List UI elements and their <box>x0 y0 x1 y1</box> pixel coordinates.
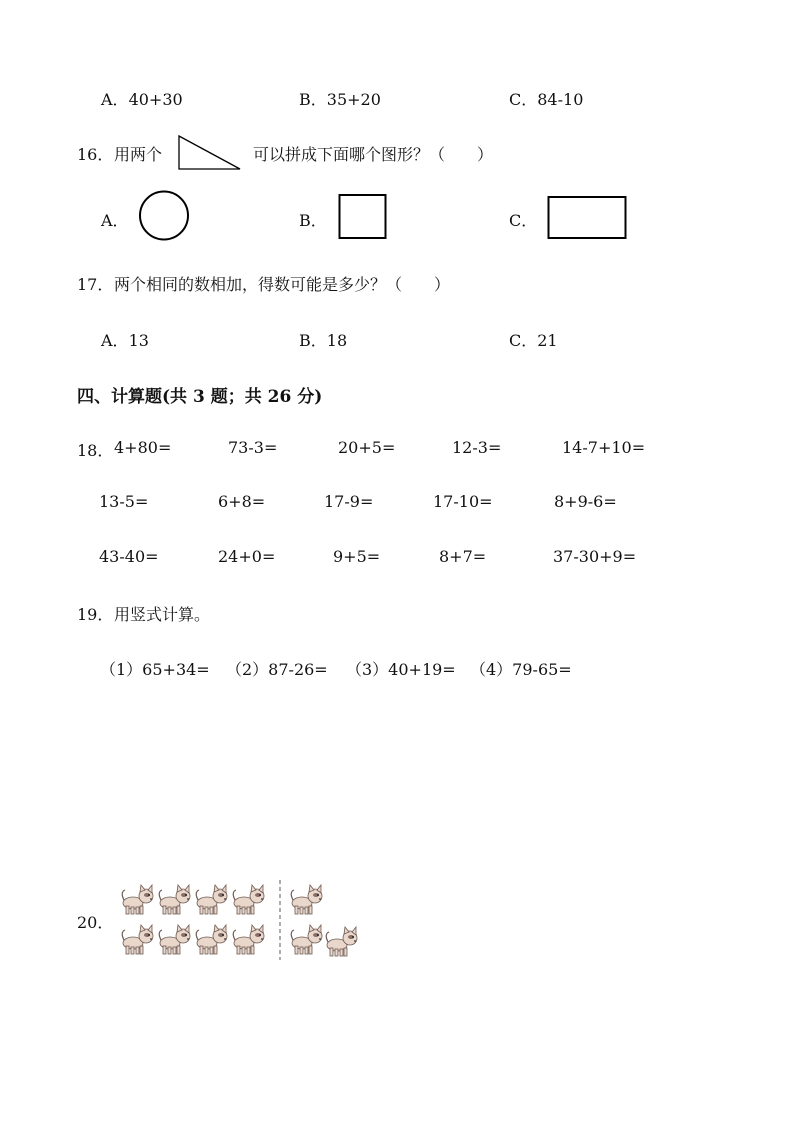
vertical-calc-item: （4）79-65= <box>470 660 572 679</box>
square-icon <box>338 194 388 240</box>
cat-icon <box>122 885 153 914</box>
cat-icon <box>159 885 190 914</box>
option-letter: A． <box>101 331 129 350</box>
q15-option-b <box>299 87 381 110</box>
option-letter: A． <box>101 90 129 109</box>
calc-item: 37-30+9= <box>553 547 637 566</box>
calc-item: 8+9-6= <box>554 492 617 511</box>
cat-icon <box>196 885 227 914</box>
calc-item: 13-5= <box>99 492 149 511</box>
q16-prefix: 用两个 <box>114 145 163 164</box>
option-text: 18 <box>326 331 348 350</box>
calc-item: 17-10= <box>433 492 493 511</box>
circle-icon <box>138 190 192 242</box>
q19-number: 19． <box>77 605 114 624</box>
q16-option-c-letter: C． <box>509 211 538 230</box>
cat-icon <box>196 925 227 954</box>
option-letter: C． <box>509 90 538 109</box>
vertical-calc-item: （2）87-26= <box>226 660 328 679</box>
calc-item: 43-40= <box>99 547 159 566</box>
q16-option-b-letter: B． <box>299 211 327 230</box>
cat-icon <box>233 885 264 914</box>
vertical-calc-item: （3）40+19= <box>346 660 456 679</box>
calc-item: 12-3= <box>452 438 502 457</box>
calc-item: 6+8= <box>218 492 266 511</box>
q17-option-c <box>509 328 558 351</box>
cat-icon <box>233 925 264 954</box>
option-text: 21 <box>537 331 558 350</box>
q17-option-b <box>299 328 347 351</box>
q19-text: 用竖式计算。 <box>114 605 211 624</box>
triangle-icon <box>178 134 242 172</box>
calc-item: 8+7= <box>439 547 487 566</box>
q15-option-a <box>101 87 183 110</box>
q16-suffix: 可以拼成下面哪个图形？（ ） <box>253 145 494 164</box>
q20-number: 20． <box>77 913 114 932</box>
cat-icon <box>326 927 357 956</box>
q17-number: 17． <box>77 275 114 294</box>
calc-item: 14-7+10= <box>562 438 646 457</box>
cat-icon <box>122 925 153 954</box>
cat-icon <box>159 925 190 954</box>
cat-icon <box>291 925 322 954</box>
cats-picture <box>118 880 368 964</box>
calc-item: 17-9= <box>324 492 374 511</box>
option-text: 84-10 <box>537 90 584 109</box>
option-text: 40+30 <box>128 90 183 109</box>
vertical-calc-item: （1）65+34= <box>100 660 210 679</box>
calc-item: 20+5= <box>338 438 396 457</box>
cat-icon <box>291 885 322 914</box>
option-letter: C． <box>509 331 538 350</box>
q15-option-c <box>509 87 583 110</box>
calc-item: 73-3= <box>228 438 278 457</box>
option-letter: B． <box>299 90 327 109</box>
section-heading: 四、计算题(共 3 题；共 26 分) <box>77 387 323 407</box>
q17-option-a <box>101 328 149 351</box>
q17-text: 两个相同的数相加，得数可能是多少？（ ） <box>114 275 451 294</box>
calc-item: 9+5= <box>333 547 381 566</box>
option-text: 13 <box>128 331 149 350</box>
option-text: 35+20 <box>326 90 381 109</box>
rectangle-icon <box>547 196 629 240</box>
option-letter: B． <box>299 331 327 350</box>
calc-item: 24+0= <box>218 547 276 566</box>
q16-number: 16． <box>77 145 114 164</box>
q16-option-a-letter: A． <box>101 211 129 230</box>
calc-item: 4+80= <box>114 438 172 457</box>
q18-number: 18． <box>77 441 114 460</box>
